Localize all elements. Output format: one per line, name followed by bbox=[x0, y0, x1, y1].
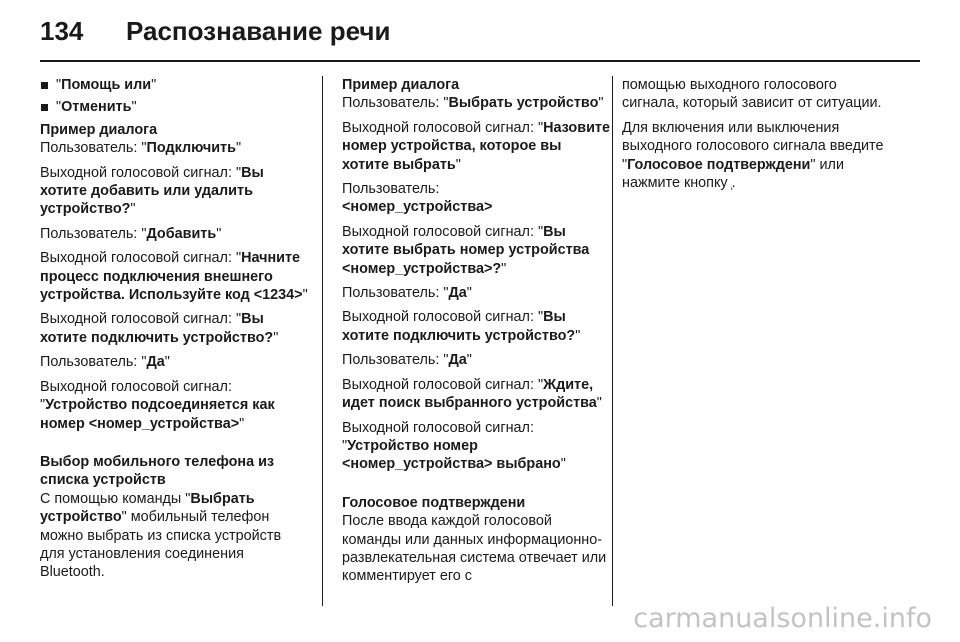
watermark: carmanualsonline.info bbox=[633, 603, 932, 634]
column-1 bbox=[40, 76, 308, 588]
dialog-line: Выходной голосовой сигнал: "Ждите, идет поиск выбранного устройства" bbox=[342, 376, 602, 412]
dialog-line: Пользователь: "Подключить" bbox=[40, 140, 242, 157]
dialog-line: Выходной голосовой сигнал: "Устройство номер <номер_устройства> выбрано" bbox=[342, 419, 566, 473]
bullet-item: "Помощь или" bbox=[40, 76, 308, 94]
column-2 bbox=[342, 76, 610, 592]
dialog-line: Выходной голосовой сигнал: "Вы хотите подключить устройство?" bbox=[40, 311, 279, 346]
header-rule bbox=[40, 60, 920, 62]
dialog-line: Выходной голосовой сигнал: "Устройство подсоединяется как номер <номер_устройства>" bbox=[40, 378, 275, 432]
paragraph: помощью выходного голосового сигнала, который зависит от ситуации. bbox=[622, 77, 882, 112]
bullet-item: "Отменить" bbox=[40, 98, 308, 116]
column-divider-1 bbox=[322, 76, 323, 606]
dialog-line: Пользователь: "Да" bbox=[40, 354, 170, 371]
dialog-line: Выходной голосовой сигнал: "Вы хотите добавить или удалить устройство?" bbox=[40, 164, 264, 218]
page-number: 134 bbox=[40, 16, 84, 46]
dialog-example-heading: Пример диалога bbox=[342, 77, 460, 93]
dialog-line: Пользователь: "Выбрать устройство" bbox=[342, 95, 604, 112]
dialog-line: Пользователь: "Да" bbox=[342, 352, 472, 369]
dialog-line: Выходной голосовой сигнал: "Вы хотите подключить устройство?" bbox=[342, 309, 581, 344]
paragraph: После ввода каждой голосовой команды или данных информационно-развлекательная система отвечает или комментирует его с bbox=[342, 513, 607, 585]
dialog-example-heading: Пример диалога bbox=[40, 121, 158, 138]
dialog-line: Пользователь: <номер_устройства> bbox=[342, 181, 493, 216]
paragraph: С помощью команды "Выбрать устройство" мобильный телефон можно выбрать из списка устройств для установления соединения Bluetooth. bbox=[40, 490, 282, 581]
section-heading: Голосовое подтверждени bbox=[342, 494, 526, 511]
paragraph: Для включения или выключения выходного голосового сигнала введите "Голосовое подтверждени" или нажмите кнопку . bbox=[622, 119, 884, 192]
column-3 bbox=[622, 76, 890, 198]
dialog-line: Выходной голосовой сигнал: "Начните процесс подключения внешнего устройства. Используйте код <1234>" bbox=[40, 250, 308, 304]
dialog-line: Пользователь: "Добавить" bbox=[40, 225, 222, 242]
column-divider-2 bbox=[612, 76, 613, 606]
dialog-line: Выходной голосовой сигнал: "Назовите номер устройства, которое вы хотите выбрать" bbox=[342, 119, 610, 173]
page-header bbox=[40, 14, 920, 54]
dialog-line: Выходной голосовой сигнал: "Вы хотите выбрать номер устройства <номер_устройства>?" bbox=[342, 223, 590, 277]
page-title: Распознавание речи bbox=[126, 16, 391, 46]
dialog-line: Пользователь: "Да" bbox=[342, 285, 472, 302]
section-heading: Выбор мобильного телефона из списка устройств bbox=[40, 453, 275, 489]
